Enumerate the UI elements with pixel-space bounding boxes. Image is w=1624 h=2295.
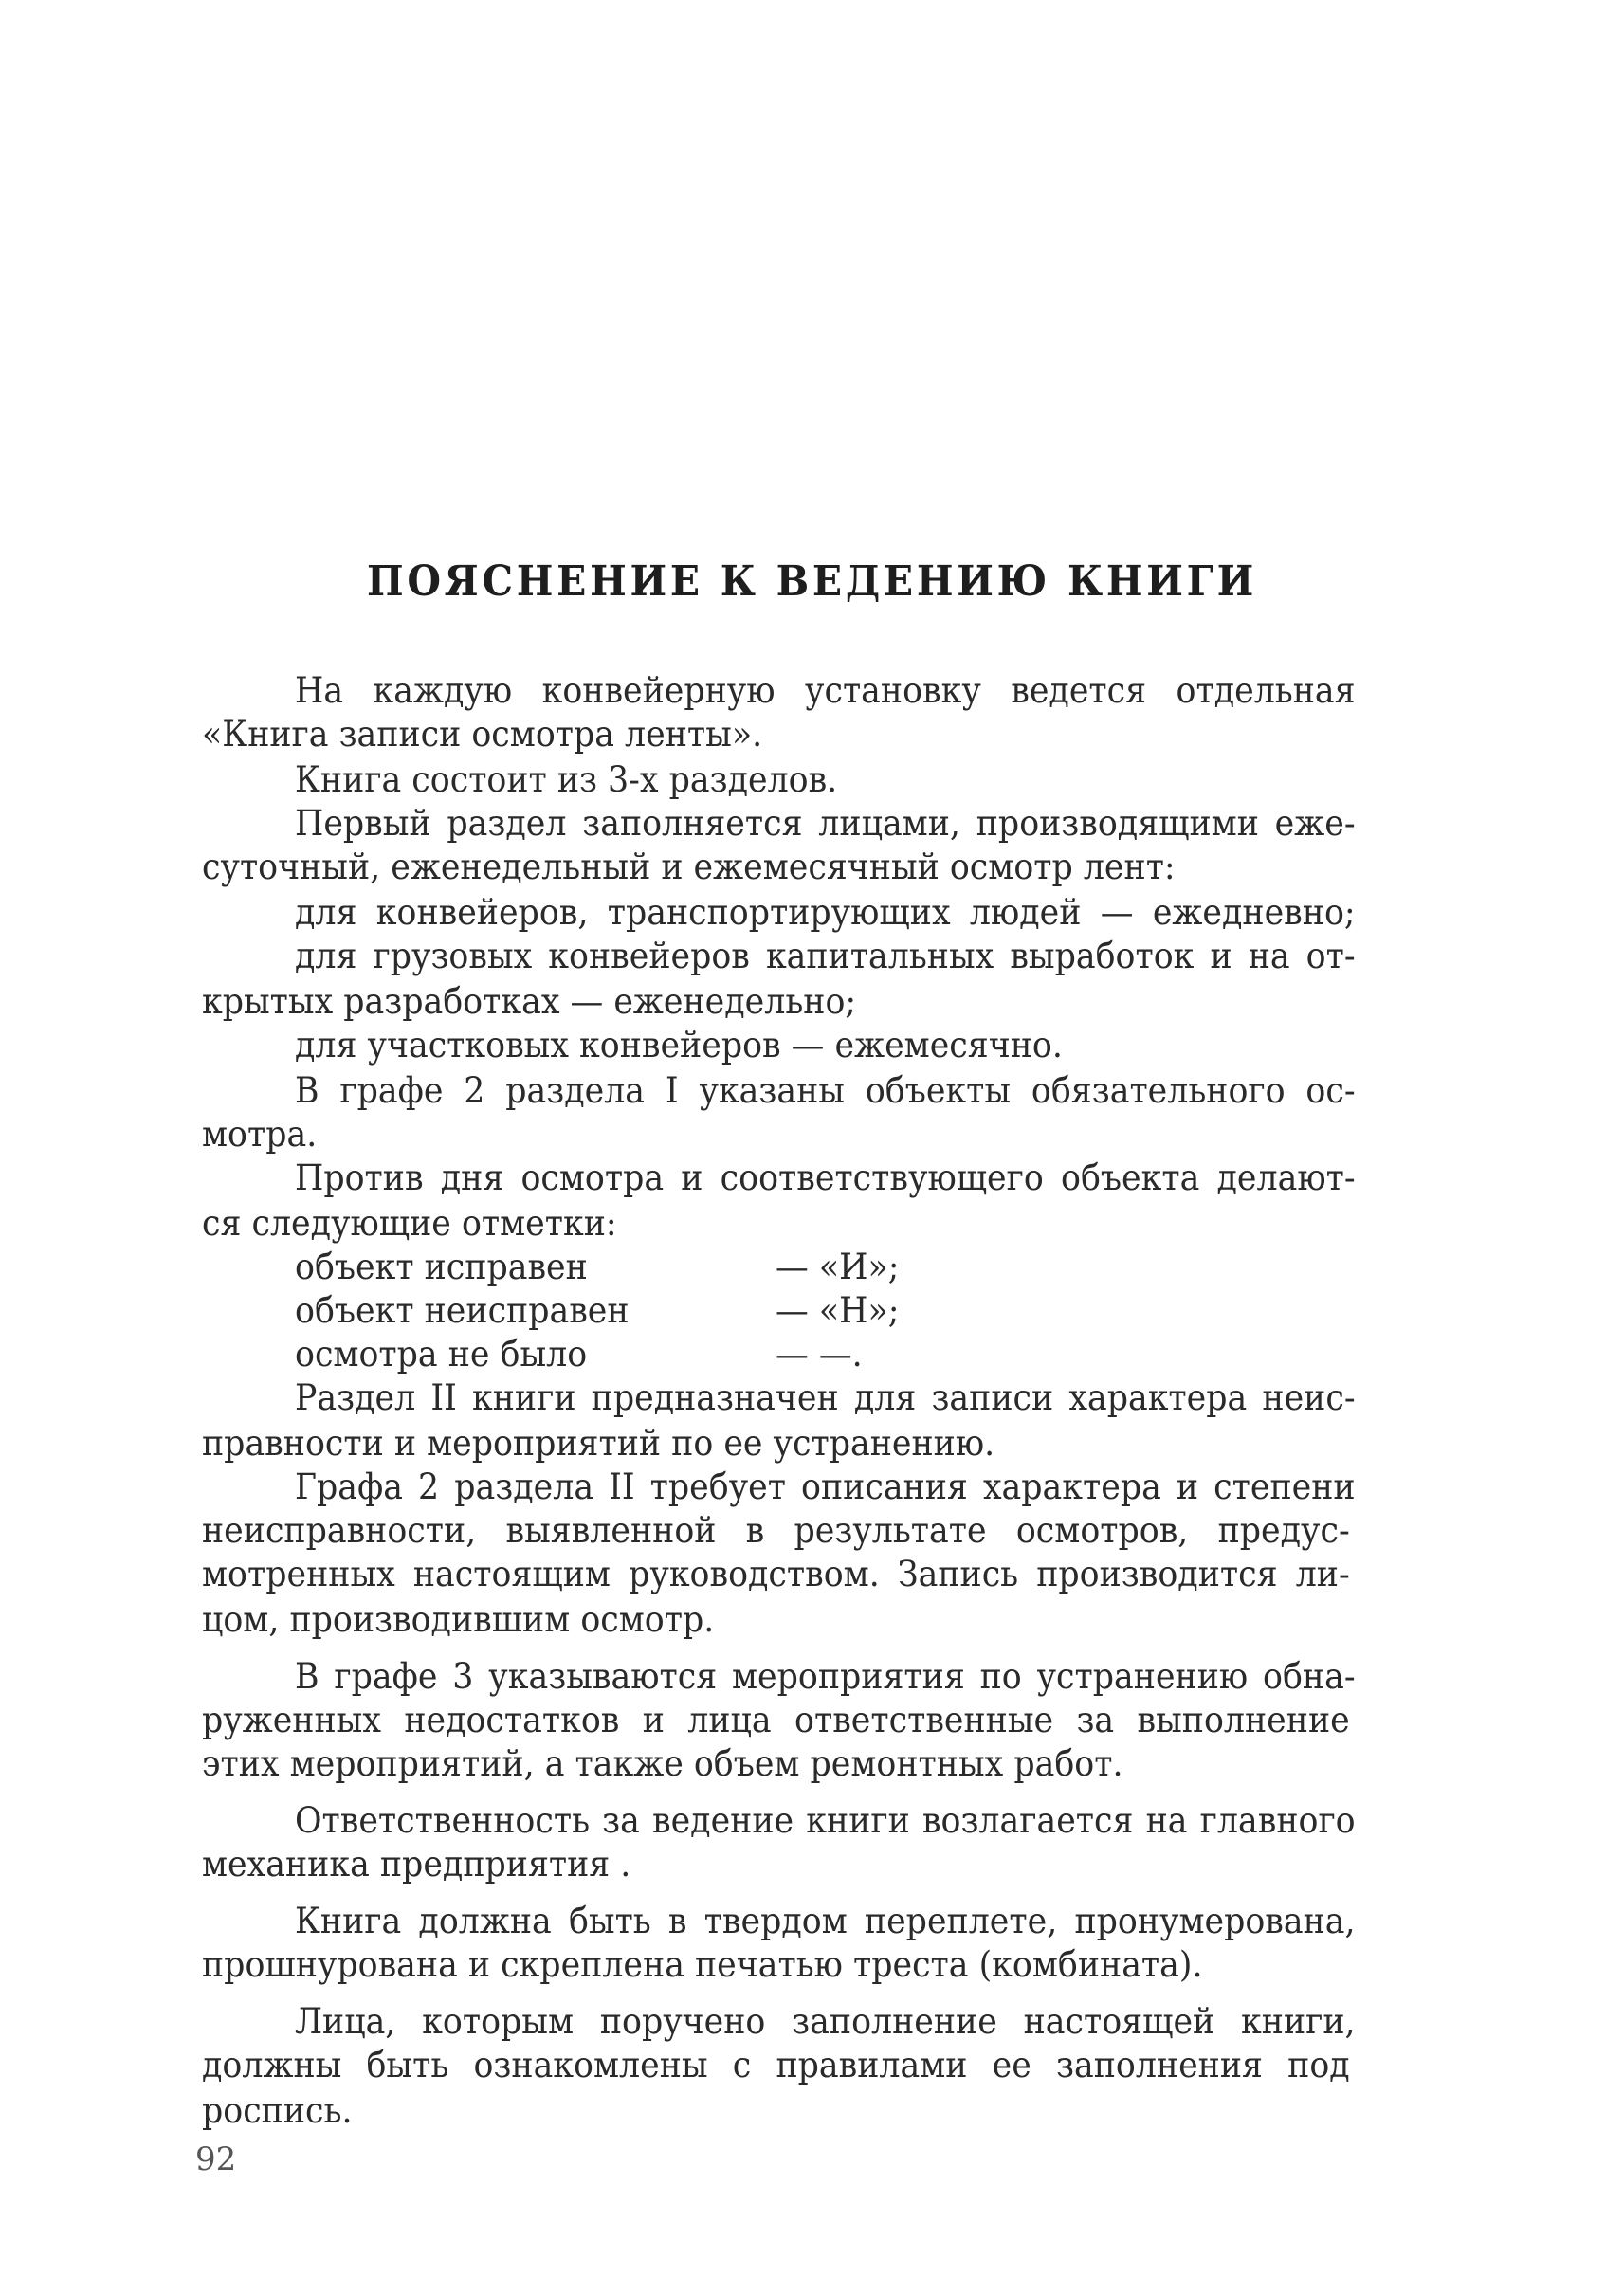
text-line: для грузовых конвейеров капитальных выработок и на от-	[295, 936, 1356, 976]
text-line: правности и мероприятий по ее устранению.	[202, 1423, 995, 1464]
text-line: неисправности, выявленной в результате осмотров, предус-	[202, 1510, 1350, 1551]
text-line: крытых разработках — еженедельно;	[202, 981, 857, 1022]
text-line: На каждую конвейерную установку ведется отдельная	[295, 670, 1356, 711]
text-line: суточный, еженедельный и ежемесячный осмотр лент:	[202, 847, 1176, 887]
text-line: Раздел II книги предназначен для записи характера неис-	[295, 1377, 1356, 1418]
mark-symbol: — —.	[776, 1334, 863, 1375]
text-line: этих мероприятий, а также объем ремонтных работ.	[202, 1743, 1123, 1784]
text-line: механика предприятия .	[202, 1844, 631, 1885]
text-line: мотренных настоящим руководством. Запись производится ли-	[202, 1554, 1350, 1594]
text-line: В графе 2 раздела I указаны объекты обязательного ос-	[295, 1070, 1356, 1111]
text-line: роспись.	[202, 2090, 353, 2131]
page-number: 92	[195, 2140, 237, 2178]
text-line: Ответственность за ведение книги возлагается на главного	[295, 1800, 1356, 1841]
mark-symbol: — «И»;	[776, 1247, 900, 1287]
mark-label: объект исправен	[295, 1247, 588, 1287]
mark-label: объект неисправен	[295, 1290, 630, 1331]
text-line: Первый раздел заполняется лицами, производящими еже-	[295, 803, 1356, 844]
text-line: Лица, которым поручено заполнение настоящей книги,	[295, 2001, 1356, 2042]
text-line: В графе 3 указываются мероприятия по устранению обна-	[295, 1656, 1356, 1697]
text-line: Графа 2 раздела II требует описания характера и степени	[295, 1466, 1356, 1507]
text-line: ся следующие отметки:	[202, 1203, 617, 1244]
text-line: руженных недостатков и лица ответственные за выполнение	[202, 1700, 1350, 1740]
mark-label: осмотра не было	[295, 1334, 588, 1375]
text-line: Против дня осмотра и соответствующего объекта делают-	[295, 1157, 1356, 1198]
text-line: для участковых конвейеров — ежемесячно.	[295, 1025, 1063, 1066]
text-line: «Книга записи осмотра ленты».	[202, 714, 763, 755]
text-line: Книга состоит из 3-х разделов.	[295, 759, 838, 800]
page-title: ПОЯСНЕНИЕ К ВЕДЕНИЮ КНИГИ	[366, 557, 1258, 606]
text-line: прошнурована и скреплена печатью треста (комбината).	[202, 1944, 1203, 1985]
text-line: Книга должна быть в твердом переплете, пронумерована,	[295, 1901, 1356, 1941]
mark-symbol: — «Н»;	[776, 1290, 900, 1331]
text-line: цом, производившим осмотр.	[202, 1599, 715, 1640]
text-line: мотра.	[202, 1114, 318, 1155]
text-line: для конвейеров, транспортирующих людей — ежедневно;	[295, 892, 1356, 933]
text-line: должны быть ознакомлены с правилами ее заполнения под	[202, 2045, 1350, 2086]
